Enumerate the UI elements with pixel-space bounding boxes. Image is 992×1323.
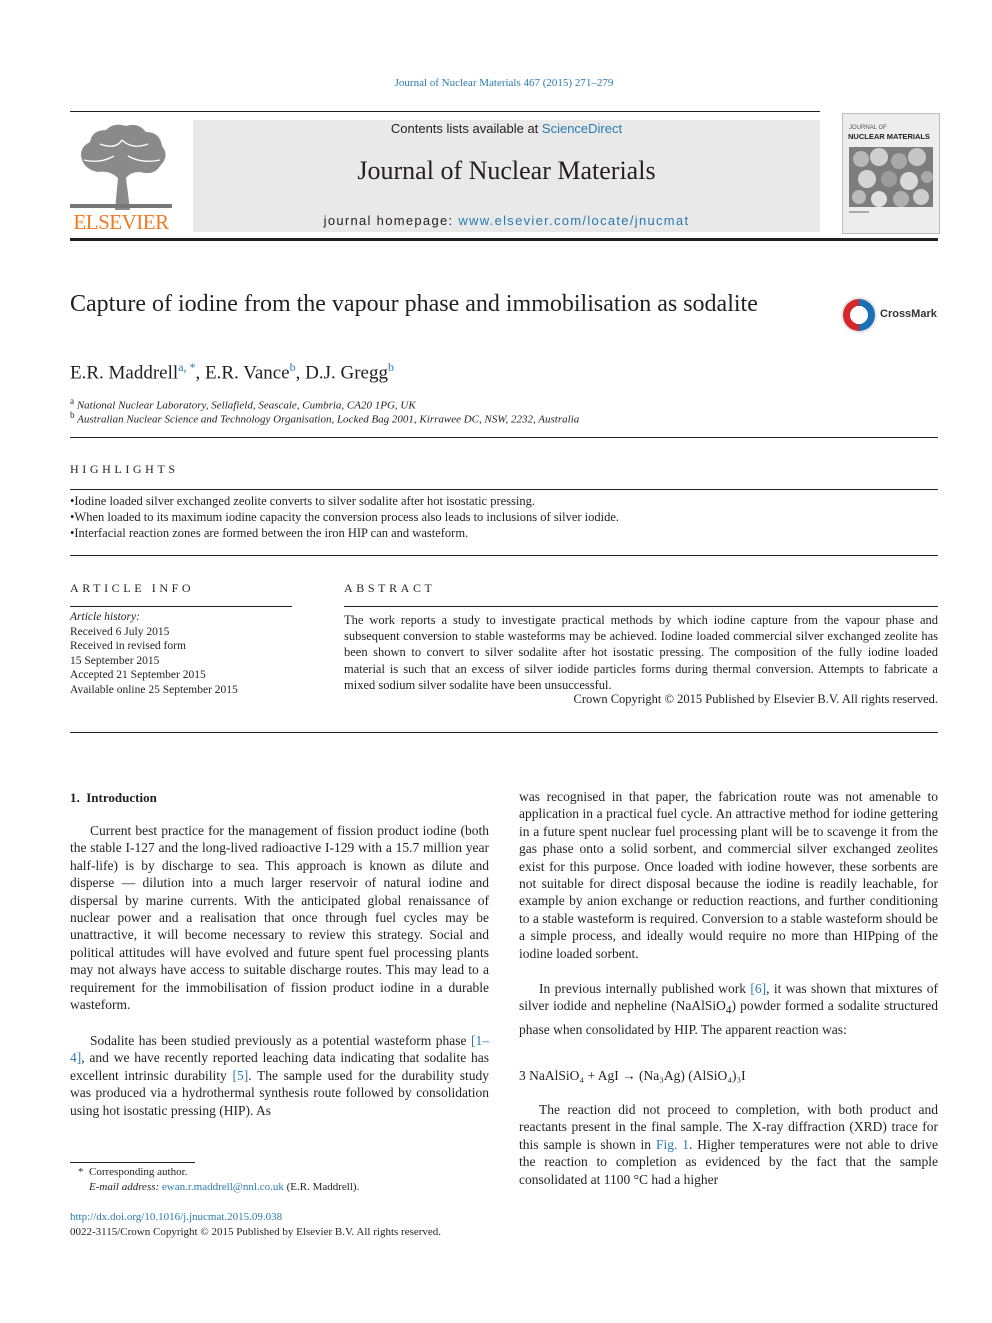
highlight-text: Interfacial reaction zones are formed between the iron HIP can and wasteform. — [74, 526, 469, 540]
body-paragraph — [70, 1032, 489, 1119]
author-1[interactable]: E.R. Maddrell — [70, 362, 179, 384]
sciencedirect-link[interactable]: ScienceDirect — [541, 121, 623, 136]
contents-line — [193, 121, 820, 136]
paragraph-text: . The sample used for the durability study was produced via a hydrothermal synthesis route followed by consolidation using hot isostatic pressing (HIP). As — [70, 1067, 489, 1118]
header-rule-bottom — [70, 238, 938, 241]
paragraph-text: was recognised in that paper, the fabrication route was not amenable to application in a practical fuel cycle. An attractive method for iodine gettering in a future spent nuclear fuel processing plant will be to scavenge it from the gas phase onto a solid sorbent, and commercial silver exchanged zeolites exist for this purpose. Once loaded with iodine however, these sorbents are not suitable for direct disposal because the iodine is readily leachable, for example by anion exchange or reduction reactions, and further conditioning to a stable wasteform is required. Conversion to a stable wasteform should be a simple process, and ideally would require no more than HIPping of the iodine loaded sorbent. — [519, 789, 938, 961]
author-sep: , — [195, 362, 206, 384]
article-history — [70, 610, 238, 698]
homepage-link[interactable]: www.elsevier.com/locate/jnucmat — [458, 213, 690, 228]
author-list — [70, 360, 394, 384]
paragraph-text: . Higher temperatures were not able to drive the reaction to completion as evidenced by the fact that the sample consolidated at 1100 °C had a higher — [519, 1136, 938, 1187]
figure-link[interactable]: Fig. 1 — [655, 1136, 689, 1152]
author-2[interactable]: E.R. Vance — [205, 362, 290, 384]
footnote-rule — [70, 1162, 195, 1163]
affiliation-marker: a — [70, 396, 75, 406]
highlights-rule-bottom — [70, 555, 938, 556]
author-1-affil[interactable]: a, * — [178, 360, 196, 374]
highlights-rule-top — [70, 489, 938, 490]
author-sep: , — [295, 362, 306, 384]
highlight-text: Iodine loaded silver exchanged zeolite converts to silver sodalite after hot isostatic pressing. — [74, 494, 536, 508]
abstract-copyright: Crown Copyright © 2015 Published by Elsevier B.V. All rights reserved. — [573, 692, 938, 706]
tree-icon — [70, 120, 172, 212]
paragraph-text: , it was shown that mixtures of silver iodide and nepheline (NaAlSiO — [519, 981, 939, 1014]
article-title: Capture of iodine from the vapour phase and immobilisation as sodalite — [70, 291, 758, 317]
divider-rule — [70, 437, 938, 438]
history-line: Available online 25 September 2015 — [70, 683, 238, 696]
footnote-star: * — [78, 1166, 84, 1178]
email-suffix: (E.R. Maddrell). — [286, 1181, 360, 1193]
citation-link[interactable]: [5] — [232, 1067, 249, 1083]
highlight-text: When loaded to its maximum iodine capacity the conversion process also leads to inclusions of silver iodide. — [74, 510, 620, 524]
body-paragraph — [519, 1101, 938, 1188]
abstract-rule — [344, 606, 938, 607]
crossmark-label: CrossMark — [880, 308, 937, 320]
author-3[interactable]: D.J. Gregg — [305, 362, 388, 384]
affiliation-text: Australian Nuclear Science and Technology Organisation, Locked Bag 2001, Kirrawee DC, NSW, 2232, Australia — [77, 413, 580, 426]
paragraph-text: , and we have recently reported leaching data indicating that sodalite has excellent intrinsic durability — [70, 1050, 489, 1083]
reaction-equation: 3 NaAlSiO₄ + AgI → (Na₃Ag) (AlSiO₄)₃I — [519, 1068, 746, 1083]
contents-prefix: Contents lists available at — [390, 121, 542, 136]
issn-copyright: 0022-3115/Crown Copyright © 2015 Published by Elsevier B.V. All rights reserved. — [70, 1226, 442, 1238]
cover-line1: JOURNAL OF — [849, 125, 887, 131]
corresponding-author-note — [78, 1166, 187, 1178]
highlight-item: •When loaded to its maximum iodine capacity the conversion process also leads to inclusions of silver iodide. — [70, 510, 620, 524]
journal-title: Journal of Nuclear Materials — [357, 156, 656, 185]
paragraph-text: The reaction did not proceed to completion, with both product and reactants present in the final sample. The X-ray diffraction (XRD) trace for this sample is shown in — [519, 1102, 938, 1152]
email-label: E-mail address: — [89, 1181, 160, 1193]
email-link[interactable]: ewan.r.maddrell@nnl.co.uk — [161, 1181, 284, 1193]
paragraph-text: ) powder formed a sodalite structured phase when consolidated by HIP. The apparent reaction was: — [519, 998, 938, 1037]
section-divider — [70, 732, 938, 733]
paragraph-text: Current best practice for the management of fission product iodine (both the stable I-127 and the long-lived radioactive I-129 with a 15.7 million year half-life) is by discharge to sea. This approach is known as dilute and disperse — dilution into a much larger reservoir of natural iodine and dispersal by marine currents. With the anticipated global renaissance of nuclear power and a realisation that once through fuel cycles may be unattractive, it will become necessary to review this strategy. Social and political attitudes will have evolved and future spent fuel processing plants may not always have access to suitable discharge routes. This may lead to a requirement for the immobilisation of fission product iodine in a durable wasteform. — [70, 823, 489, 1013]
section-heading-introduction: 1. Introduction — [70, 790, 157, 805]
highlights-heading: HIGHLIGHTS — [70, 462, 179, 476]
abstract-heading: ABSTRACT — [344, 581, 436, 595]
history-line: Received in revised form — [70, 640, 186, 653]
affiliation-marker: b — [70, 410, 75, 420]
doi-link[interactable]: http://dx.doi.org/10.1016/j.jnucmat.2015.09.038 — [70, 1211, 283, 1223]
history-line: 15 September 2015 — [70, 654, 160, 667]
cover-line2: NUCLEAR MATERIALS — [848, 132, 930, 141]
journal-cover-thumbnail[interactable] — [842, 113, 940, 234]
elsevier-wordmark: ELSEVIER — [73, 210, 169, 234]
homepage-prefix: journal homepage: — [323, 213, 459, 228]
paragraph-text: Sodalite has been studied previously as a potential wasteform phase — [90, 1033, 471, 1048]
email-note — [89, 1181, 359, 1193]
article-info-rule — [70, 606, 292, 607]
citation-link[interactable]: [1–4] — [70, 1033, 489, 1066]
body-paragraph — [519, 980, 938, 1038]
highlight-item: •Interfacial reaction zones are formed between the iron HIP can and wasteform. — [70, 526, 469, 540]
affiliation-text: National Nuclear Laboratory, Sellafield, Seascale, Cumbria, CA20 1PG, UK — [76, 399, 416, 412]
header-rule-top — [70, 111, 820, 112]
subscript: 4 — [725, 1005, 732, 1018]
body-paragraph — [519, 788, 938, 962]
history-label: Article history: — [70, 611, 140, 623]
crossmark-icon — [840, 296, 878, 334]
paragraph-text: In previous internally published work — [539, 981, 751, 996]
history-line: Received 6 July 2015 — [70, 625, 170, 638]
body-paragraph — [70, 822, 489, 1013]
author-3-affil[interactable]: b — [387, 360, 394, 374]
cover-image-icon — [843, 145, 939, 220]
history-line: Accepted 21 September 2015 — [70, 669, 206, 682]
affiliation-b — [70, 410, 579, 426]
author-2-affil[interactable]: b — [289, 360, 296, 374]
abstract-text: The work reports a study to investigate practical methods by which iodine capture from the vapour phase and subsequent conversion to stable wasteforms may be achieved. Iodine loaded commercial silver exchanged zeolite has been shown to convert to silver sodalite after hot isostatic pressing. The composition of the fully iodine loaded material is such that an excess of silver iodide particles forms during thermal conversion. Attempts to fabricate a mixed sodium silver sodalite have been unsuccessful. — [344, 613, 938, 692]
crossmark-badge[interactable] — [840, 296, 940, 336]
citation-link[interactable]: [6] — [750, 981, 767, 996]
article-info-heading: ARTICLE INFO — [70, 581, 195, 595]
footnote-text: Corresponding author. — [89, 1166, 188, 1178]
journal-reference[interactable]: Journal of Nuclear Materials 467 (2015) 271–279 — [394, 77, 614, 89]
highlight-item: •Iodine loaded silver exchanged zeolite converts to silver sodalite after hot isostatic pressing. — [70, 494, 536, 508]
homepage-line — [193, 213, 820, 228]
